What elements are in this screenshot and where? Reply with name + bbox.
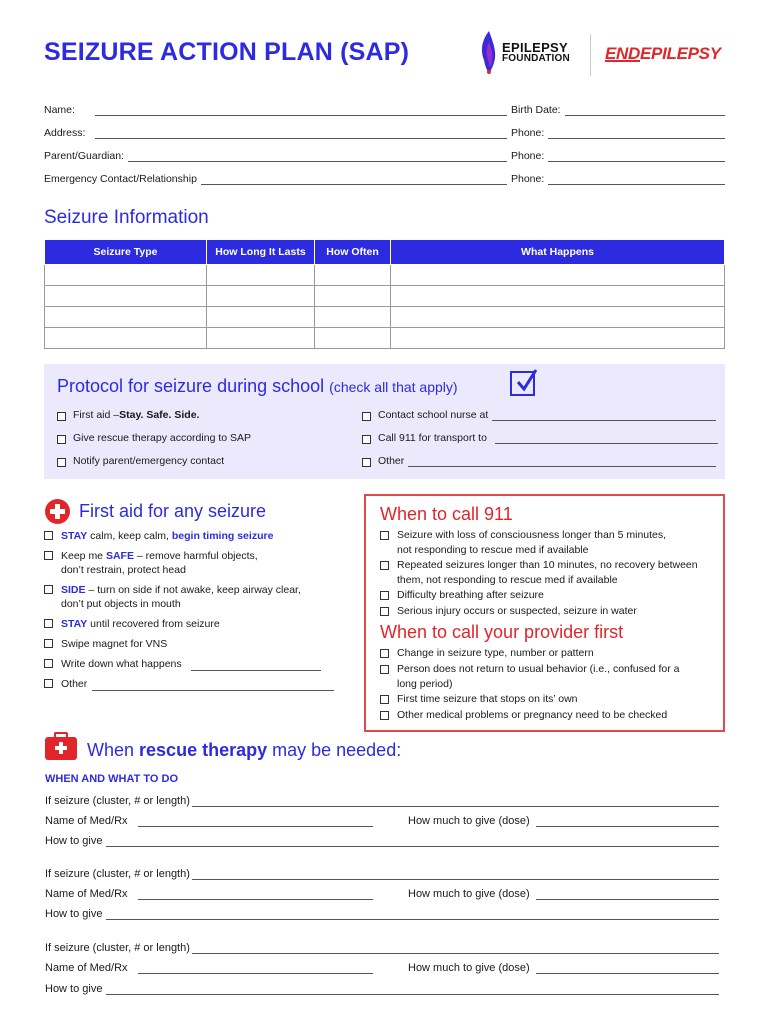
- call-provider-text-line: Person does not return to usual behavior (i.e., confused for a: [397, 663, 680, 675]
- call-provider-text-line: First time seizure that stops on its’ own: [397, 693, 578, 705]
- column-header-how-long: How Long It Lasts: [207, 240, 315, 265]
- table-cell[interactable]: [45, 307, 207, 328]
- if-seizure-line[interactable]: [192, 869, 719, 880]
- call-provider-text-line: long period): [397, 678, 453, 690]
- name-line[interactable]: [95, 106, 507, 116]
- column-header-seizure-type: Seizure Type: [45, 240, 207, 265]
- protocol-notify-label: Notify parent/emergency contact: [73, 455, 225, 467]
- call-911-item-text: [397, 558, 698, 588]
- table-cell[interactable]: [315, 265, 391, 286]
- checkbox[interactable]: [380, 531, 389, 540]
- med-name-line[interactable]: [138, 963, 373, 974]
- dose-label: How much to give (dose): [408, 888, 530, 900]
- table-cell[interactable]: [315, 307, 391, 328]
- table-cell[interactable]: [315, 328, 391, 349]
- checkbox[interactable]: [44, 679, 53, 688]
- rescue-title-a: When: [87, 740, 140, 760]
- first-aid-stay-text: [61, 529, 273, 543]
- checkbox[interactable]: [44, 659, 53, 668]
- parent-guardian-line[interactable]: [128, 152, 507, 162]
- protocol-title-main: Protocol for seizure during school: [57, 376, 325, 396]
- med-name-label: Name of Med/Rx: [45, 815, 128, 827]
- checkbox[interactable]: [380, 561, 389, 570]
- med-name-field[interactable]: [45, 888, 373, 900]
- phone-line[interactable]: [548, 152, 725, 162]
- first-aid-cross-icon: [45, 499, 70, 524]
- birth-date-field[interactable]: [511, 104, 725, 116]
- table-cell[interactable]: [207, 307, 315, 328]
- first-aid-other-row: [61, 677, 334, 691]
- medical-kit-icon: [45, 732, 77, 760]
- call-911-item-text: [397, 528, 666, 558]
- how-to-give-label: How to give: [45, 908, 103, 920]
- emergency-contact-line[interactable]: [201, 175, 507, 185]
- timing-text: begin timing seizure: [171, 530, 274, 542]
- address-line[interactable]: [95, 129, 507, 139]
- dose-label: How much to give (dose): [408, 962, 530, 974]
- phone-field-2[interactable]: [511, 150, 725, 162]
- first-aid-safe-text: [61, 549, 258, 577]
- checkbox[interactable]: [380, 607, 389, 616]
- birth-date-label: Birth Date:: [511, 104, 561, 116]
- seizure-info-title: Seizure Information: [44, 207, 209, 228]
- protocol-school-nurse-label: Contact school nurse at: [378, 409, 489, 421]
- if-seizure-line[interactable]: [192, 943, 719, 954]
- protocol-title: [57, 376, 458, 397]
- table-row: [45, 328, 725, 349]
- table-cell[interactable]: [45, 286, 207, 307]
- write-down-text: Write down what happens: [61, 658, 182, 670]
- emergency-contact-label: Emergency Contact/Relationship: [44, 173, 197, 185]
- call-911-title: When to call 911: [380, 504, 513, 524]
- logo-text-end: END: [605, 44, 640, 63]
- side-text: – turn on side if not awake, keep airway clear,: [85, 584, 301, 596]
- when-to-call-box: [364, 494, 725, 732]
- dose-line[interactable]: [536, 816, 719, 827]
- if-seizure-label: If seizure (cluster, # or length): [45, 868, 190, 880]
- how-to-give-field[interactable]: [45, 908, 719, 920]
- phone-label: Phone:: [511, 150, 545, 162]
- table-cell[interactable]: [207, 265, 315, 286]
- vns-text: Swipe magnet for VNS: [61, 638, 168, 650]
- protocol-other-line[interactable]: [408, 457, 716, 467]
- table-cell[interactable]: [45, 265, 207, 286]
- checkbox[interactable]: [44, 531, 53, 540]
- protocol-school-nurse[interactable]: [362, 409, 716, 421]
- checkbox[interactable]: [380, 711, 389, 720]
- call-provider-text-line: Other medical problems or pregnancy need to be checked: [397, 709, 668, 721]
- protocol-title-subtitle: (check all that apply): [329, 379, 458, 395]
- first-aid-other-text: Other: [61, 678, 88, 690]
- protocol-first-aid-label: First aid –: [73, 409, 120, 421]
- logo-text-foundation: FOUNDATION: [502, 53, 570, 64]
- call-911-text-line: them, not responding to rescue med if available: [397, 574, 618, 586]
- med-name-label: Name of Med/Rx: [45, 962, 128, 974]
- table-cell[interactable]: [45, 328, 207, 349]
- protocol-other-label: Other: [378, 455, 405, 467]
- checkbox[interactable]: [44, 619, 53, 628]
- if-seizure-label: If seizure (cluster, # or length): [45, 942, 190, 954]
- seizure-info-table: [44, 239, 725, 349]
- phone-label: Phone:: [511, 173, 545, 185]
- checkbox[interactable]: [362, 412, 371, 421]
- phone-label: Phone:: [511, 127, 545, 139]
- safe-line2: don’t restrain, protect head: [61, 564, 186, 576]
- safe-text: – remove harmful objects,: [133, 550, 258, 562]
- table-cell[interactable]: [391, 286, 725, 307]
- epilepsy-foundation-logo: [478, 30, 588, 76]
- phone-field-3[interactable]: [511, 173, 725, 185]
- checkbox[interactable]: [44, 639, 53, 648]
- call-provider-item-text: [397, 662, 680, 692]
- phone-line[interactable]: [548, 129, 725, 139]
- stay-text: calm, keep calm,: [87, 530, 172, 542]
- rescue-title-b: rescue therapy: [139, 740, 268, 760]
- page-title: SEIZURE ACTION PLAN (SAP): [44, 38, 410, 66]
- how-to-give-field[interactable]: [45, 983, 719, 995]
- how-to-give-label: How to give: [45, 983, 103, 995]
- write-down-row: [61, 657, 321, 671]
- parent-guardian-field[interactable]: [44, 150, 507, 162]
- rescue-therapy-title: [87, 740, 401, 761]
- first-aid-stay-until-text: [61, 617, 220, 631]
- logo-divider: [590, 34, 591, 76]
- table-row: [45, 307, 725, 328]
- table-cell[interactable]: [391, 307, 725, 328]
- column-header-how-often: How Often: [315, 240, 391, 265]
- table-row: [45, 286, 725, 307]
- dose-field[interactable]: [408, 815, 719, 827]
- protocol-first-aid[interactable]: [57, 409, 199, 421]
- checkbox[interactable]: [57, 435, 66, 444]
- flame-logo-icon: [478, 30, 500, 76]
- checkbox[interactable]: [362, 435, 371, 444]
- logo-text-epilepsy-red: EPILEPSY: [640, 44, 721, 63]
- how-to-give-line[interactable]: [106, 836, 719, 847]
- table-cell[interactable]: [315, 286, 391, 307]
- if-seizure-field[interactable]: [45, 942, 719, 954]
- checkbox[interactable]: [380, 695, 389, 704]
- first-aid-title: First aid for any seizure: [79, 501, 267, 521]
- how-to-give-line[interactable]: [106, 909, 719, 920]
- protocol-first-aid-bold: Stay. Safe. Side.: [119, 409, 200, 421]
- protocol-call-911-label: Call 911 for transport to: [378, 432, 487, 444]
- checkbox[interactable]: [380, 649, 389, 658]
- first-aid-other-line[interactable]: [92, 681, 334, 691]
- checkbox[interactable]: [57, 412, 66, 421]
- dose-label: How much to give (dose): [408, 815, 530, 827]
- call-provider-title: When to call your provider first: [380, 622, 624, 642]
- address-field[interactable]: [44, 127, 507, 139]
- side-keyword: SIDE: [61, 584, 86, 596]
- call-911-text-line: Difficulty breathing after seizure: [397, 589, 544, 601]
- table-cell[interactable]: [207, 286, 315, 307]
- med-name-label: Name of Med/Rx: [45, 888, 128, 900]
- checkbox[interactable]: [380, 591, 389, 600]
- call-911-text-line: Repeated seizures longer than 10 minutes, no recovery between: [397, 559, 698, 571]
- checkbox[interactable]: [57, 458, 66, 467]
- call-911-text-line: not responding to rescue med if available: [397, 544, 589, 556]
- if-seizure-line[interactable]: [192, 796, 719, 807]
- phone-line[interactable]: [548, 175, 725, 185]
- call-provider-text-line: Change in seizure type, number or pattern: [397, 647, 594, 659]
- if-seizure-label: If seizure (cluster, # or length): [45, 795, 190, 807]
- name-field[interactable]: [44, 104, 507, 116]
- med-name-line[interactable]: [138, 889, 373, 900]
- checkmark-box-icon: [510, 371, 535, 396]
- checkbox[interactable]: [44, 551, 53, 560]
- end-epilepsy-logo: [605, 44, 721, 64]
- table-cell[interactable]: [207, 328, 315, 349]
- side-line2: don’t put objects in mouth: [61, 598, 181, 610]
- how-to-give-field[interactable]: [45, 835, 719, 847]
- stay-keyword: STAY: [61, 530, 88, 542]
- first-aid-side-text: [61, 583, 301, 611]
- checkbox[interactable]: [380, 665, 389, 674]
- table-cell[interactable]: [391, 265, 725, 286]
- phone-field-1[interactable]: [511, 127, 725, 139]
- dose-line[interactable]: [536, 889, 719, 900]
- stay2-text: until recovered from seizure: [87, 618, 220, 630]
- school-nurse-line[interactable]: [492, 411, 716, 421]
- protocol-rescue-therapy-label: Give rescue therapy according to SAP: [73, 432, 252, 444]
- safe-prefix: Keep me: [61, 550, 106, 562]
- dose-field[interactable]: [408, 962, 719, 974]
- birth-date-line[interactable]: [565, 106, 725, 116]
- med-name-field[interactable]: [45, 962, 373, 974]
- rescue-title-c: may be needed:: [267, 740, 402, 760]
- table-row: [45, 265, 725, 286]
- call-911-line[interactable]: [495, 434, 718, 444]
- table-cell[interactable]: [391, 328, 725, 349]
- safe-keyword: SAFE: [105, 550, 134, 562]
- call-911-text-line: Seizure with loss of consciousness longer than 5 minutes,: [397, 529, 667, 541]
- name-label: Name:: [44, 104, 75, 116]
- stay2-keyword: STAY: [61, 618, 88, 630]
- protocol-section: [44, 364, 725, 479]
- when-and-what-heading: WHEN AND WHAT TO DO: [45, 773, 179, 785]
- med-name-line[interactable]: [138, 816, 373, 827]
- checkbox[interactable]: [44, 585, 53, 594]
- protocol-notify[interactable]: [57, 455, 224, 467]
- parent-guardian-label: Parent/Guardian:: [44, 150, 124, 162]
- write-down-line[interactable]: [191, 661, 321, 671]
- if-seizure-field[interactable]: [45, 795, 719, 807]
- protocol-call-911[interactable]: [362, 432, 718, 444]
- emergency-contact-field[interactable]: [44, 173, 507, 185]
- logo-text-epilepsy: EPILEPSY: [502, 40, 568, 55]
- protocol-other[interactable]: [362, 455, 716, 467]
- how-to-give-line[interactable]: [106, 984, 719, 995]
- protocol-rescue-therapy[interactable]: [57, 432, 251, 444]
- if-seizure-field[interactable]: [45, 868, 719, 880]
- address-label: Address:: [44, 127, 86, 139]
- med-name-field[interactable]: [45, 815, 373, 827]
- dose-line[interactable]: [536, 963, 719, 974]
- dose-field[interactable]: [408, 888, 719, 900]
- how-to-give-label: How to give: [45, 835, 103, 847]
- column-header-what-happens: What Happens: [391, 240, 725, 265]
- call-911-text-line: Serious injury occurs or suspected, seizure in water: [397, 605, 637, 617]
- checkbox[interactable]: [362, 458, 371, 467]
